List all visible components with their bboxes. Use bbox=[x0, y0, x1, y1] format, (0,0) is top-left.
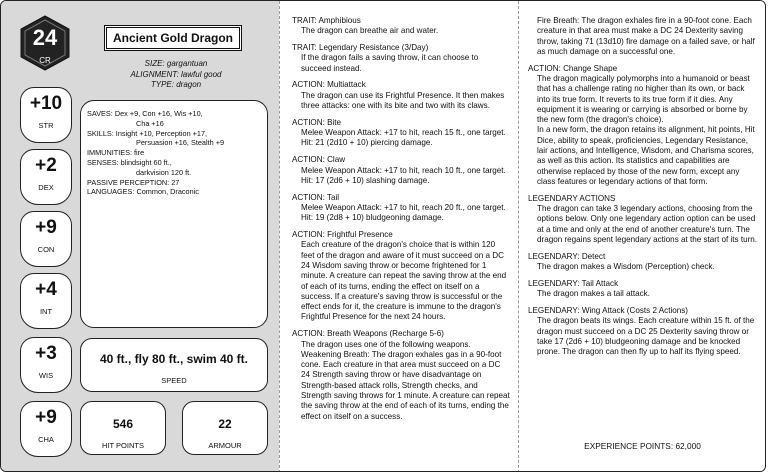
ability-section bbox=[292, 118, 510, 149]
ability-text: The dragon magically polymorphs into a humanoid or beast that has a challenge rating no higher than its own, or back into its true form. It reverts to its true form if it dies. Any equipment it is wearing or carrying is absorbed or borne by the new form (the dragon's choice). bbox=[537, 73, 750, 125]
ability-heading: ACTION: Claw bbox=[292, 155, 346, 165]
ability-heading: ACTION: Bite bbox=[292, 117, 342, 127]
ability-text: The dragon can take 3 legendary actions, choosing from the options below. Only one legendary action option can be used at a time and only at the end of another creature's turn. The dragon regains spent legendary actions at the start of its turn. bbox=[537, 204, 758, 244]
ability-text: The dragon beats its wings. Each creature within 15 ft. of the dragon must succeed on a DC 25 Dexterity saving throw or take 17 (2d6 + 10) bludgeoning damage and be knocked prone. The dragon can then fly up to half its flying speed. bbox=[537, 316, 755, 357]
senses-line: SENSES: blindsight 60 ft., bbox=[87, 157, 172, 167]
details-box bbox=[80, 100, 268, 328]
speed-label: SPEED bbox=[161, 376, 187, 385]
ability-heading: ACTION: Tail bbox=[292, 192, 340, 202]
saves-line: SAVES: Dex +9, Con +16, Wis +10, bbox=[87, 109, 203, 118]
hit-points-value: 546 bbox=[112, 417, 134, 431]
ability-heading: ACTION: Multiattack bbox=[292, 80, 366, 90]
ability-section bbox=[292, 193, 510, 224]
ability-heading: ACTION: Breath Weapons (Recharge 5-6) bbox=[292, 329, 444, 339]
stat-label: INT bbox=[39, 307, 53, 316]
ability-text: The dragon makes a tail attack. bbox=[537, 289, 650, 299]
armour-label: ARMOUR bbox=[208, 441, 242, 450]
stat-label: DEX bbox=[38, 183, 54, 192]
ability-section bbox=[528, 194, 757, 245]
stat-str bbox=[20, 87, 72, 143]
hit-points-label: HIT POINTS bbox=[102, 441, 144, 450]
armour-value: 22 bbox=[218, 417, 232, 431]
ability-text: The dragon makes a Wisdom (Perception) check. bbox=[537, 262, 715, 272]
ability-text: In a new form, the dragon retains its alignment, hit points, Hit Dice, ability to speak, proficiencies, Legendary Resistance, lair actions, and Intelligence, Wisdom, and Charisma scores, as well as this action. Its statistics and capabilities are otherwise replaced by those of the new form, except any class features or legendary actions of that form. bbox=[537, 125, 755, 186]
stat-panel bbox=[1, 1, 279, 472]
stat-value: +2 bbox=[35, 155, 57, 176]
experience-points: EXPERIENCE POINTS: 62,000 bbox=[584, 441, 701, 451]
ability-heading: ACTION: Frightful Presence bbox=[292, 230, 393, 240]
ability-section bbox=[292, 16, 510, 37]
stat-wis bbox=[20, 337, 72, 393]
ability-text: The dragon can breathe air and water. bbox=[301, 26, 439, 36]
ability-heading: LEGENDARY: Detect bbox=[528, 251, 606, 261]
ability-text: Weakening Breath: The dragon exhales gas in a 90-foot cone. Each creature in that area must succeed on a DC 24 Strength saving throw or have disadvantage on Strength-based attack rolls, Strength checks, and Strength saving throws for 1 minute. A creature can repeat the saving throw at the end of each of its turns, ending the effect on itself on a success. bbox=[301, 349, 510, 421]
ability-section bbox=[292, 43, 510, 74]
abilities-column-1 bbox=[279, 1, 518, 472]
ability-heading: LEGENDARY: Tail Attack bbox=[528, 278, 619, 288]
ability-text: Melee Weapon Attack: +17 to hit, reach 10 ft., one target. Hit: 17 (2d6 + 10) slashing damage. bbox=[301, 165, 506, 185]
speed-box bbox=[80, 338, 268, 392]
ability-section bbox=[292, 329, 510, 422]
stat-value: +10 bbox=[29, 93, 63, 114]
size-text: SIZE: gargantuan bbox=[144, 59, 208, 68]
ability-text: The dragon can use its Frightful Presence. It then makes three attacks: one with its bite and two with its claws. bbox=[301, 90, 505, 111]
challenge-rating-value: 24 bbox=[32, 25, 58, 50]
ability-section bbox=[292, 155, 510, 186]
stat-int bbox=[20, 273, 72, 329]
ability-text: Fire Breath: The dragon exhales fire in a 90-foot cone. Each creature in that area must make a DC 24 Dexterity saving throw, taking 71 (13d10) fire damage on a failed save, or half as much damage on a successful one. bbox=[537, 16, 755, 56]
ability-section bbox=[528, 279, 757, 300]
abilities-column-2 bbox=[518, 1, 766, 472]
monster-name: Ancient Gold Dragon bbox=[104, 25, 242, 51]
alignment-text: ALIGNMENT: lawful good bbox=[130, 69, 222, 79]
challenge-rating-badge bbox=[20, 15, 70, 71]
ability-text: Melee Weapon Attack: +17 to hit, reach 20 ft., one target. Hit: 19 (2d8 + 10) bludgeoning damage. bbox=[301, 202, 506, 223]
passive-perception-line: PASSIVE PERCEPTION: 27 bbox=[87, 177, 180, 187]
senses-line-cont: darkvision 120 ft. bbox=[136, 167, 192, 177]
ability-section bbox=[528, 16, 757, 57]
challenge-rating-label: CR bbox=[39, 56, 51, 65]
stat-value: +3 bbox=[35, 343, 57, 364]
stat-label: STR bbox=[38, 121, 54, 130]
ability-heading: TRAIT: Legendary Resistance (3/Day) bbox=[292, 43, 429, 53]
ability-section bbox=[292, 80, 510, 111]
ability-heading: TRAIT: Amphibious bbox=[292, 16, 361, 25]
ability-text: Melee Weapon Attack: +17 to hit, reach 15 ft., one target. Hit: 21 (2d10 + 10) piercing damage. bbox=[301, 128, 506, 148]
stat-label: CON bbox=[37, 245, 55, 254]
immunities-line: IMMUNITIES: fire bbox=[87, 148, 145, 158]
ability-text: The dragon uses one of the following weapons. bbox=[301, 339, 471, 349]
type-text: TYPE: dragon bbox=[150, 80, 202, 89]
ability-text: Each creature of the dragon's choice that is within 120 feet of the dragon and aware of it must succeed on a DC 24 Wisdom saving throw or become frightened for 1 minute. A creature can repeat the saving throw at the end of each of its turns, ending the effect on itself on a success. If a creature's saving throw is successful or the effect ends for it, the creature is immune to the dragon's Frightful Presence for the next 24 hours. bbox=[301, 240, 507, 322]
stat-cha bbox=[20, 401, 72, 457]
ability-heading: LEGENDARY ACTIONS bbox=[528, 193, 616, 203]
languages-line: LANGUAGES: Common, Draconic bbox=[87, 187, 199, 197]
stat-con bbox=[20, 211, 72, 267]
monster-meta bbox=[81, 59, 271, 91]
ability-heading: LEGENDARY: Wing Attack (Costs 2 Actions) bbox=[528, 305, 688, 315]
stat-label: WIS bbox=[38, 371, 54, 380]
saves-line-cont: Cha +16 bbox=[136, 118, 164, 128]
stat-value: +9 bbox=[35, 407, 57, 428]
skills-line-cont: Persuasion +16, Stealth +9 bbox=[136, 138, 225, 148]
hit-points-box bbox=[80, 401, 166, 455]
ability-section bbox=[528, 252, 757, 273]
stat-value: +9 bbox=[35, 217, 57, 238]
stat-value: +4 bbox=[35, 279, 57, 300]
stat-dex bbox=[20, 149, 72, 205]
ability-section bbox=[292, 230, 510, 323]
stat-label: CHA bbox=[38, 435, 54, 444]
ability-text: If the dragon fails a saving throw, it can choose to succeed instead. bbox=[301, 53, 479, 73]
ability-heading: ACTION: Change Shape bbox=[528, 63, 618, 73]
ability-section bbox=[528, 306, 757, 357]
armour-box bbox=[182, 401, 268, 455]
ability-section bbox=[528, 64, 757, 188]
speed-value: 40 ft., fly 80 ft., swim 40 ft. bbox=[99, 352, 249, 366]
skills-line: SKILLS: Insight +10, Perception +17, bbox=[87, 128, 208, 138]
